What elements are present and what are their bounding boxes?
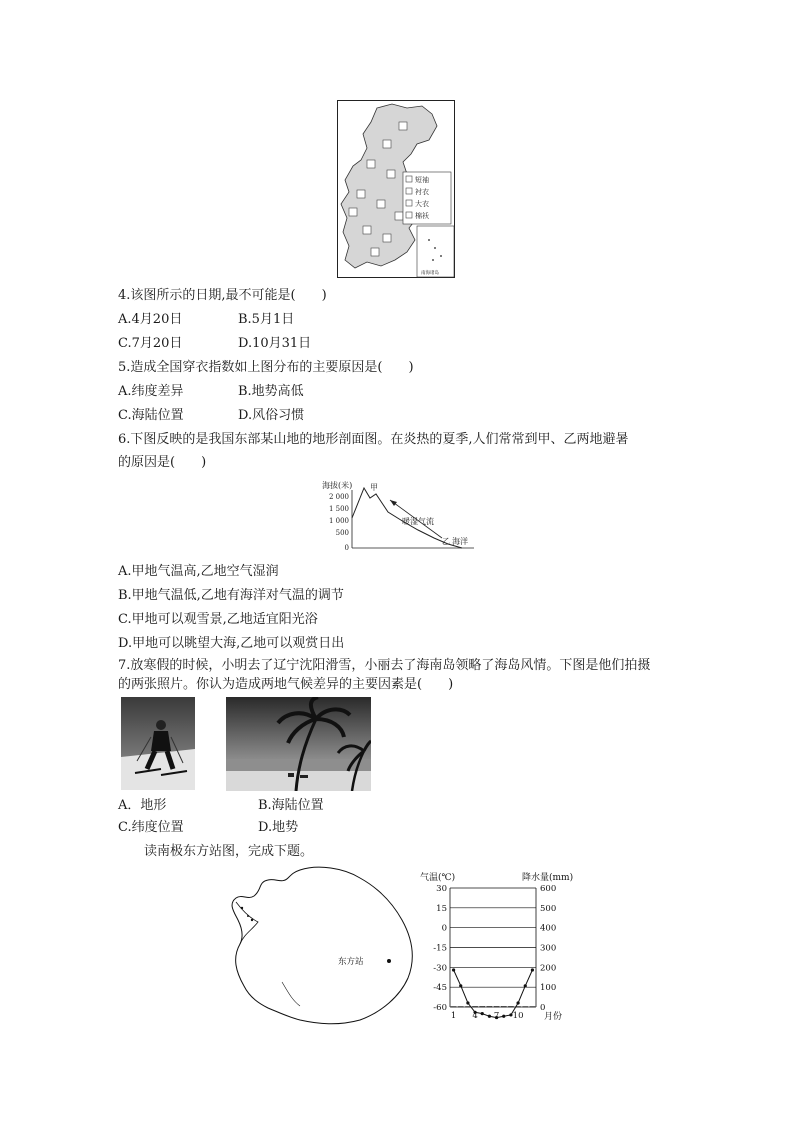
temp-tick-label: -15	[433, 943, 447, 954]
precip-tick-label: 500	[540, 903, 557, 914]
south-sea-inset	[417, 226, 454, 277]
temperature-point	[466, 1001, 469, 1004]
precipitation-bar	[530, 1007, 535, 1008]
precipitation-bar	[494, 1006, 499, 1007]
precipitation-bar	[487, 1006, 492, 1007]
skiing-photo	[121, 697, 195, 790]
q4-option-a: A.4月20日	[118, 312, 183, 327]
legend-padded-jacket: 棉袄	[415, 212, 429, 220]
temperature-point	[524, 984, 527, 987]
q5-option-c: C.海陆位置	[118, 408, 184, 423]
temperature-point	[459, 984, 462, 987]
antarctica-map	[222, 862, 422, 1027]
climate-chart	[414, 868, 584, 1028]
legend-coat: 大衣	[415, 200, 429, 208]
precip-axis-label: 降水量(mm)	[522, 873, 574, 883]
q7-option-d: D.地势	[258, 820, 299, 835]
antarctica-intro: 读南极东方站图，完成下题。	[144, 844, 314, 859]
q5-option-b: B.地势高低	[238, 384, 304, 399]
temperature-point	[452, 968, 455, 971]
month-tick-label: 10	[512, 1011, 524, 1021]
precipitation-bar	[473, 1006, 478, 1007]
profile-ylabel: 海拔(米)	[322, 481, 353, 490]
precipitation-bar	[480, 1006, 485, 1007]
q7-option-c: C.纬度位置	[118, 820, 184, 835]
q6-stem-line1: 6.下图反映的是我国东部某山地的地形剖面图。在炎热的夏季,人们常常到甲、乙两地避暑	[118, 432, 629, 447]
month-tick-label: 1	[450, 1011, 457, 1021]
profile-tick-500: 500	[335, 529, 349, 537]
q6-option-a: A.甲地气温高,乙地空气湿润	[118, 564, 279, 579]
q5-stem: 5.造成全国穿衣指数如上图分布的主要原因是( )	[118, 360, 414, 375]
q6-option-b: B.甲地气温低,乙地有海洋对气温的调节	[118, 588, 344, 603]
q7-stem-line2: 的两张照片。你认为造成两地气候差异的主要因素是( )	[118, 677, 454, 692]
q7-stem-line1: 7.放寒假的时候，小明去了辽宁沈阳滑雪，小丽去了海南岛领略了海岛风情。下图是他们拍摄	[118, 658, 651, 673]
profile-tick-2000: 2 000	[328, 493, 349, 501]
precip-tick-label: 400	[540, 923, 557, 934]
temp-tick-label: 0	[441, 923, 447, 934]
station-marker	[387, 959, 391, 963]
sea-label: 海洋	[452, 537, 468, 546]
precip-tick-label: 600	[540, 884, 557, 894]
temp-tick-label: 30	[436, 884, 447, 894]
precipitation-bar	[523, 1007, 528, 1008]
q6-option-d: D.甲地可以眺望大海,乙地可以观赏日出	[118, 636, 345, 651]
q4-option-b: B.5月1日	[238, 312, 295, 327]
beach-photo	[226, 697, 371, 791]
temperature-point	[488, 1015, 491, 1018]
q5-option-a: A.纬度差异	[118, 384, 184, 399]
profile-tick-1500: 1 500	[328, 505, 349, 513]
terrain-profile	[318, 478, 478, 554]
precip-tick-label: 300	[540, 943, 557, 954]
q6-stem-line2: 的原因是( )	[118, 455, 207, 470]
q7-option-a: A．地形	[118, 798, 167, 813]
coast-label: 乙	[442, 537, 450, 546]
legend-short-sleeve: 短袖	[415, 176, 429, 184]
precipitation-bar	[458, 1007, 463, 1008]
precip-tick-label: 0	[540, 1003, 546, 1013]
temperature-point	[502, 1015, 505, 1018]
precipitation-bar	[501, 1006, 506, 1007]
temp-axis-label: 气温(℃)	[420, 873, 456, 883]
month-tick-label: 4	[472, 1011, 478, 1021]
q4-stem: 4.该图所示的日期,最不可能是( )	[118, 288, 327, 303]
inset-label: 南海诸岛	[421, 271, 439, 276]
station-label: 东方站	[338, 957, 364, 967]
precip-tick-label: 200	[540, 963, 557, 974]
peak-label: 甲	[370, 483, 378, 492]
temp-tick-label: -30	[433, 963, 447, 974]
profile-tick-0: 0	[344, 544, 349, 552]
profile-tick-1000: 1 000	[328, 517, 349, 525]
q5-option-d: D.风俗习惯	[238, 408, 305, 423]
temperature-point	[531, 968, 534, 971]
precip-tick-label: 100	[540, 983, 557, 994]
q6-option-c: C.甲地可以观雪景,乙地适宜阳光浴	[118, 612, 318, 627]
temperature-point	[481, 1012, 484, 1015]
airflow-label: 暖湿气流	[402, 517, 434, 526]
temp-tick-label: 15	[436, 903, 447, 914]
q7-option-b: B.海陆位置	[258, 798, 324, 813]
temp-tick-label: -45	[433, 983, 447, 994]
antarctica-outline	[232, 867, 412, 1024]
precipitation-bar	[451, 1007, 456, 1008]
q4-option-d: D.10月31日	[238, 336, 312, 351]
temp-tick-label: -60	[433, 1003, 447, 1013]
q4-option-c: C.7月20日	[118, 336, 183, 351]
precipitation-bar	[465, 1007, 470, 1008]
legend-shirt: 衬衣	[415, 188, 429, 196]
precipitation-bar	[508, 1006, 513, 1007]
china-clothing-map	[337, 100, 455, 278]
month-tick-label: 7	[493, 1011, 500, 1021]
temperature-point	[516, 1001, 519, 1004]
x-axis-label: 月份	[544, 1012, 563, 1022]
